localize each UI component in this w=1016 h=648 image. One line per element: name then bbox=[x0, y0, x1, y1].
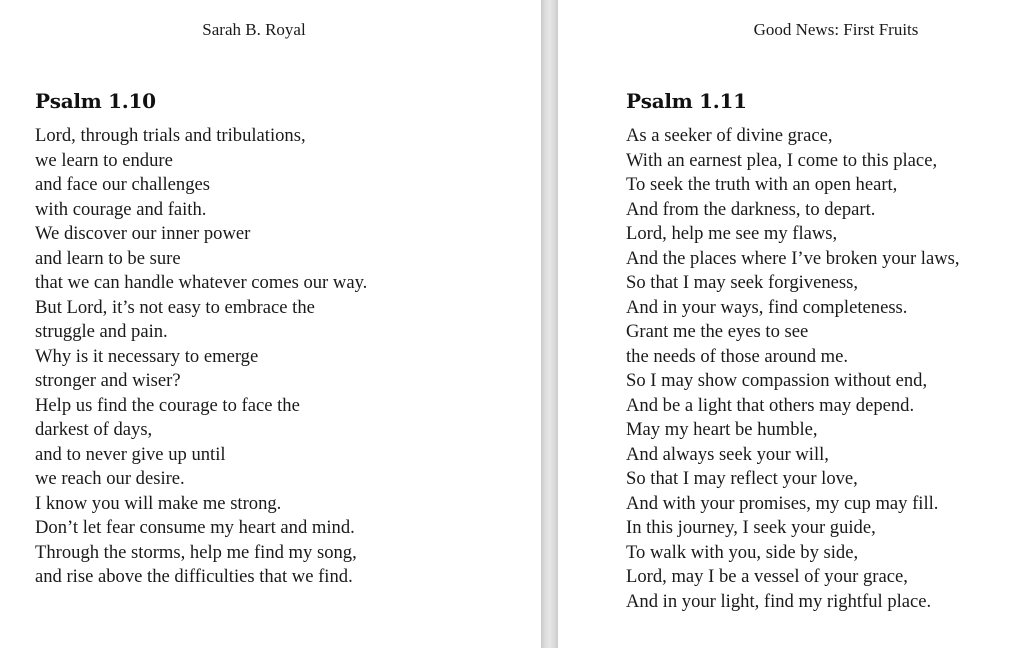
poem-line: In this journey, I seek your guide, bbox=[626, 517, 876, 538]
poem-line: that we can handle whatever comes our way. bbox=[35, 272, 368, 293]
poem-line: We discover our inner power bbox=[35, 223, 251, 244]
poem-line: Grant me the eyes to see bbox=[626, 321, 809, 342]
poem-line: And with your promises, my cup may fill. bbox=[626, 492, 939, 514]
poem-line: Don’t let fear consume my heart and mind. bbox=[35, 517, 355, 538]
poem-title: Psalm 1.10 bbox=[35, 89, 156, 113]
poem-line: And always seek your will, bbox=[626, 443, 829, 465]
poem-line: And from the darkness, to depart. bbox=[626, 198, 876, 220]
right-page bbox=[558, 0, 1016, 648]
poem-line: Through the storms, help me find my song, bbox=[35, 541, 357, 563]
poem-line: With an earnest plea, I come to this place, bbox=[626, 149, 938, 171]
poem-line: I know you will make me strong. bbox=[35, 492, 282, 514]
poem-line: struggle and pain. bbox=[35, 321, 168, 342]
poem-line: So that I may reflect your love, bbox=[626, 468, 858, 489]
running-head-author: Sarah B. Royal bbox=[202, 20, 306, 39]
poem-line: But Lord, it’s not easy to embrace the bbox=[35, 296, 315, 318]
poem-line: we reach our desire. bbox=[35, 468, 185, 489]
poem-line: And the places where I’ve broken your laws, bbox=[626, 247, 960, 269]
poem-line: and learn to be sure bbox=[35, 247, 181, 269]
poem-line: Help us find the courage to face the bbox=[35, 394, 300, 416]
poem-line: we learn to endure bbox=[35, 149, 173, 171]
poem-line: and rise above the difficulties that we find. bbox=[35, 566, 353, 587]
poem-body bbox=[626, 124, 960, 614]
poem-line: Why is it necessary to emerge bbox=[35, 345, 259, 367]
poem-line: stronger and wiser? bbox=[35, 370, 181, 391]
poem-body bbox=[35, 124, 367, 590]
poem-line: the needs of those around me. bbox=[626, 345, 849, 367]
poem-line: Lord, help me see my flaws, bbox=[626, 223, 838, 244]
poem-line: As a seeker of divine grace, bbox=[626, 125, 833, 146]
poem-line: Lord, through trials and tribulations, bbox=[35, 125, 306, 146]
page-spine-divider bbox=[541, 0, 558, 648]
poem-line: and to never give up until bbox=[35, 443, 226, 465]
running-head-book-title: Good News: First Fruits bbox=[753, 20, 919, 39]
poem-line: So that I may seek forgiveness, bbox=[626, 272, 859, 293]
poem-line: And in your light, find my rightful place. bbox=[626, 590, 932, 612]
poem-line: To seek the truth with an open heart, bbox=[626, 174, 898, 195]
poem-line: To walk with you, side by side, bbox=[626, 541, 859, 563]
poem-line: And in your ways, find completeness. bbox=[626, 296, 908, 318]
poem-line: May my heart be humble, bbox=[626, 419, 818, 440]
poem-line: with courage and faith. bbox=[35, 198, 207, 220]
poem-line: darkest of days, bbox=[35, 419, 153, 440]
poem-line: and face our challenges bbox=[35, 174, 210, 195]
poem-line: So I may show compassion without end, bbox=[626, 370, 928, 391]
poem-title: Psalm 1.11 bbox=[626, 89, 747, 113]
poem-line: And be a light that others may depend. bbox=[626, 394, 915, 416]
poem-line: Lord, may I be a vessel of your grace, bbox=[626, 566, 908, 587]
